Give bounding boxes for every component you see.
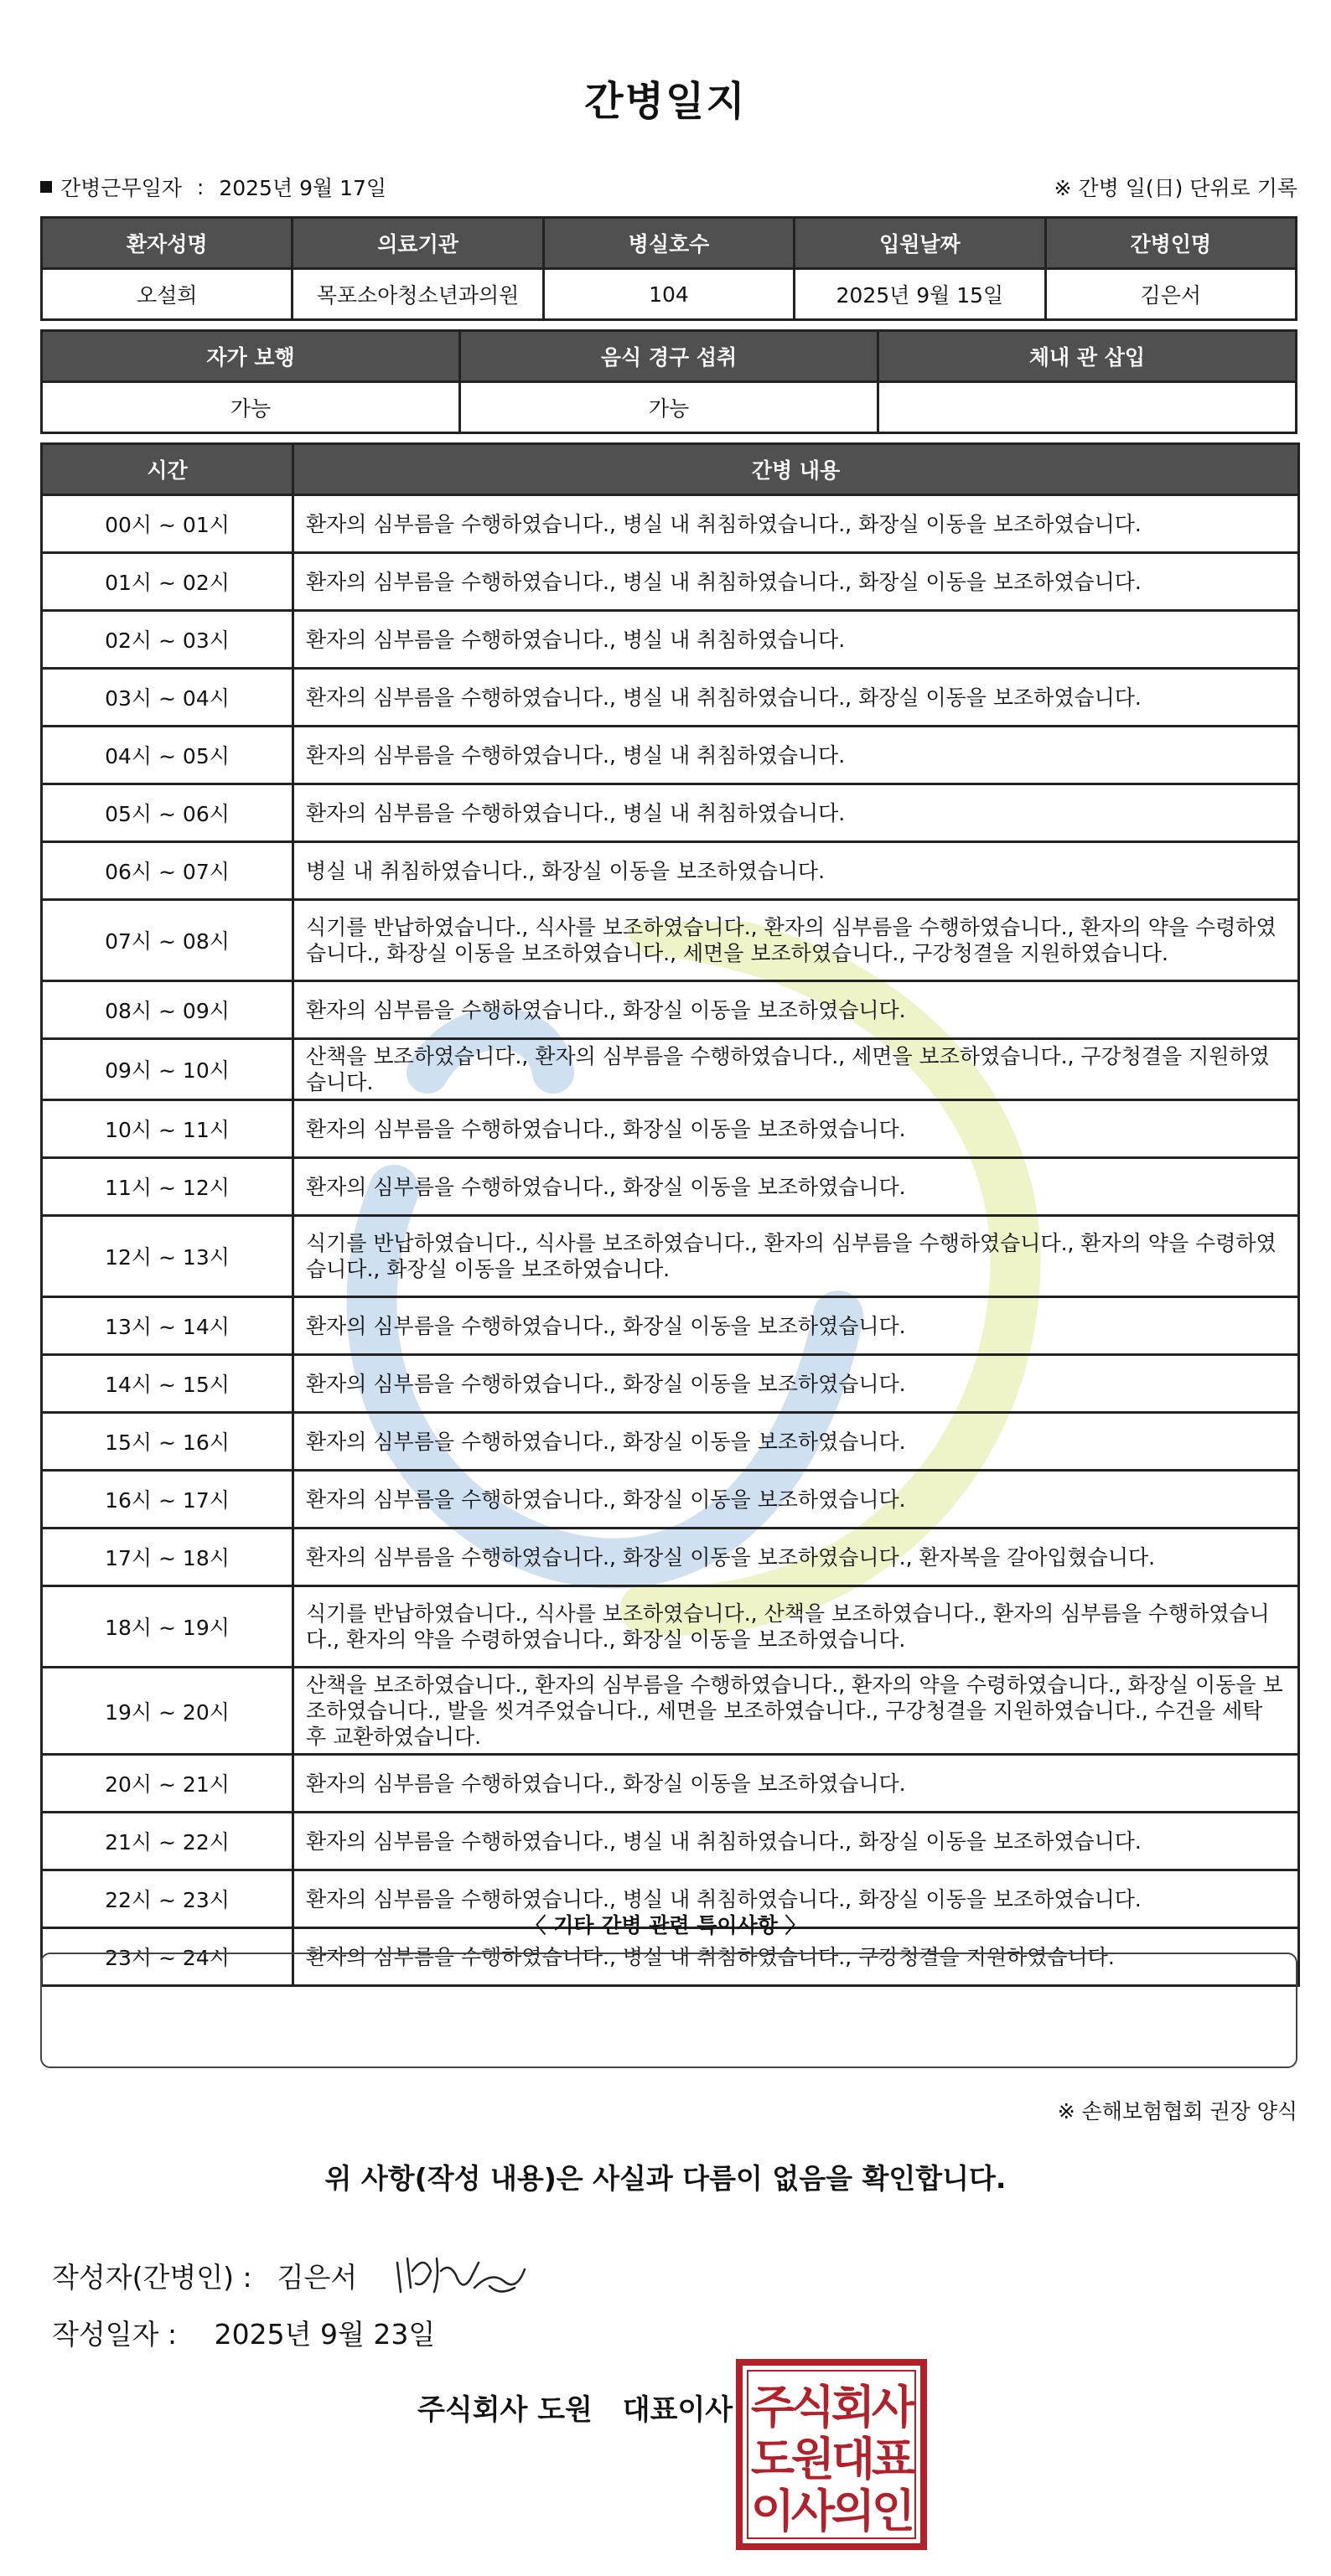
log-content-cell: 환자의 심부름을 수행하였습니다., 병실 내 취침하였습니다., 화장실 이동을 보조하였습니다.: [293, 1813, 1299, 1870]
header-time: 시간: [42, 444, 293, 495]
log-time-cell: 13시 ~ 14시: [42, 1297, 293, 1355]
log-time-cell: 18시 ~ 19시: [42, 1586, 293, 1668]
header-care-content: 간병 내용: [293, 444, 1299, 495]
svg-text:의: 의: [831, 2485, 876, 2537]
unit-note: ※ 간병 일(日) 단위로 기록: [1054, 176, 1297, 200]
table-row: [42, 900, 1299, 981]
table-row: [42, 842, 1299, 900]
log-time-cell: 00시 ~ 01시: [42, 495, 293, 553]
written-date-label: 작성일자 :: [52, 2318, 178, 2351]
log-time-cell: 05시 ~ 06시: [42, 784, 293, 842]
table-row: [42, 1216, 1299, 1297]
log-content-cell: 환자의 심부름을 수행하였습니다., 화장실 이동을 보조하였습니다.: [293, 981, 1299, 1039]
company-seal-icon: [736, 2359, 927, 2550]
log-content-cell: 식기를 반납하였습니다., 식사를 보조하였습니다., 산책을 보조하였습니다., 환자의 심부름을 수행하였습니다., 환자의 약을 수령하였습니다., 화장실 이동을 보조하였습니다.: [293, 1586, 1299, 1668]
log-content-cell: 환자의 심부름을 수행하였습니다., 화장실 이동을 보조하였습니다., 환자복을 갈아입혔습니다.: [293, 1529, 1299, 1586]
work-date-row: [40, 172, 1297, 205]
work-date-label: 간병근무일자: [60, 176, 182, 200]
table-row: [42, 784, 1299, 842]
svg-text:이: 이: [750, 2485, 795, 2537]
log-time-cell: 14시 ~ 15시: [42, 1355, 293, 1413]
svg-text:사: 사: [871, 2381, 916, 2434]
svg-text:원: 원: [790, 2433, 836, 2485]
table-row: [42, 1100, 1299, 1158]
header-room-number: 병실호수: [543, 218, 794, 269]
log-time-cell: 08시 ~ 09시: [42, 981, 293, 1039]
log-time-cell: 11시 ~ 12시: [42, 1158, 293, 1216]
log-time-cell: 01시 ~ 02시: [42, 553, 293, 611]
table-row: [42, 1529, 1299, 1586]
table-row: [42, 1355, 1299, 1413]
table-row: [42, 1755, 1299, 1813]
table-row: [42, 1668, 1299, 1755]
form-footnote: ※ 손해보험협회 권장 양식: [1057, 2099, 1297, 2123]
table-row: [42, 1413, 1299, 1471]
log-time-cell: 02시 ~ 03시: [42, 611, 293, 669]
log-content-cell: 환자의 심부름을 수행하였습니다., 병실 내 취침하였습니다., 화장실 이동을 보조하였습니다.: [293, 495, 1299, 553]
table-row: [42, 1471, 1299, 1529]
log-content-cell: 환자의 심부름을 수행하였습니다., 화장실 이동을 보조하였습니다.: [293, 1355, 1299, 1413]
header-caregiver-name: 간병인명: [1045, 218, 1296, 269]
log-time-cell: 17시 ~ 18시: [42, 1529, 293, 1586]
care-log-body: [42, 495, 1299, 1986]
log-time-cell: 23시 ~ 24시: [42, 1928, 293, 1986]
company-signature-line: [417, 2387, 733, 2428]
log-content-cell: 환자의 심부름을 수행하였습니다., 화장실 이동을 보조하였습니다.: [293, 1755, 1299, 1813]
log-time-cell: 19시 ~ 20시: [42, 1668, 293, 1755]
special-notes-box: [40, 1953, 1297, 2068]
table-row: [42, 1813, 1299, 1870]
written-date-row: [52, 2313, 435, 2352]
svg-text:주: 주: [750, 2381, 795, 2434]
log-content-cell: 환자의 심부름을 수행하였습니다., 병실 내 취침하였습니다.: [293, 611, 1299, 669]
room-number-value: 104: [543, 269, 794, 320]
svg-text:회: 회: [831, 2381, 876, 2434]
work-date-separator: :: [196, 174, 205, 199]
log-time-cell: 20시 ~ 21시: [42, 1755, 293, 1813]
page-title: 간병일지: [584, 78, 747, 125]
table-row: [42, 1586, 1299, 1668]
log-time-cell: 04시 ~ 05시: [42, 727, 293, 784]
caregiver-name-value: 김은서: [1045, 269, 1296, 320]
svg-text:표: 표: [871, 2433, 916, 2485]
writer-name: 김은서: [277, 2260, 358, 2294]
table-row: [42, 553, 1299, 611]
table-row: [42, 1158, 1299, 1216]
header-oral-intake: 음식 경구 섭취: [460, 331, 878, 382]
admission-date-value: 2025년 9월 15일: [795, 269, 1045, 320]
log-time-cell: 16시 ~ 17시: [42, 1471, 293, 1529]
log-content-cell: 산책을 보조하였습니다., 환자의 심부름을 수행하였습니다., 세면을 보조하였습니다., 구강청결을 지원하였습니다.: [293, 1039, 1299, 1100]
svg-text:식: 식: [790, 2381, 836, 2434]
table-row: [42, 669, 1299, 727]
work-date-value: 2025년 9월 17일: [219, 176, 387, 200]
log-content-cell: 식기를 반납하였습니다., 식사를 보조하였습니다., 환자의 심부름을 수행하였습니다., 환자의 약을 수령하였습니다., 화장실 이동을 보조하였습니다.: [293, 1216, 1299, 1297]
table-row: [42, 727, 1299, 784]
log-time-cell: 09시 ~ 10시: [42, 1039, 293, 1100]
svg-text:사: 사: [790, 2485, 836, 2537]
log-content-cell: 환자의 심부름을 수행하였습니다., 화장실 이동을 보조하였습니다.: [293, 1297, 1299, 1355]
table-row: [42, 1039, 1299, 1100]
table-row: [42, 611, 1299, 669]
header-self-walking: 자가 보행: [42, 331, 460, 382]
oral-intake-value: 가능: [460, 382, 878, 433]
hospital-value: 목포소아청소년과의원: [293, 269, 543, 320]
log-time-cell: 21시 ~ 22시: [42, 1813, 293, 1870]
svg-text:대: 대: [831, 2433, 876, 2485]
care-log-table: [40, 442, 1300, 1987]
log-content-cell: 환자의 심부름을 수행하였습니다., 병실 내 취침하였습니다.: [293, 784, 1299, 842]
log-time-cell: 06시 ~ 07시: [42, 842, 293, 900]
log-content-cell: 환자의 심부름을 수행하였습니다., 병실 내 취침하였습니다.: [293, 727, 1299, 784]
header-patient-name: 환자성명: [42, 218, 293, 269]
log-content-cell: 환자의 심부름을 수행하였습니다., 화장실 이동을 보조하였습니다.: [293, 1158, 1299, 1216]
log-time-cell: 07시 ~ 08시: [42, 900, 293, 981]
log-content-cell: 환자의 심부름을 수행하였습니다., 화장실 이동을 보조하였습니다.: [293, 1413, 1299, 1471]
log-content-cell: 환자의 심부름을 수행하였습니다., 병실 내 취침하였습니다., 구강청결을 지원하였습니다.: [293, 1928, 1299, 1986]
self-walking-value: 가능: [42, 382, 460, 433]
tube-insertion-value: [878, 382, 1297, 433]
log-content-cell: 환자의 심부름을 수행하였습니다., 화장실 이동을 보조하였습니다.: [293, 1100, 1299, 1158]
log-content-cell: 산책을 보조하였습니다., 환자의 심부름을 수행하였습니다., 환자의 약을 수령하였습니다., 화장실 이동을 보조하였습니다., 발을 씻겨주었습니다., 세면을 보조하였습니다., 구강청결을 지원하였습니다., 수건을 세탁 후 교환하였습니다.: [293, 1668, 1299, 1755]
log-time-cell: 22시 ~ 23시: [42, 1870, 293, 1928]
table-row: [42, 981, 1299, 1039]
company-name: 주식회사 도원: [417, 2393, 593, 2427]
bullet-square-icon: [40, 181, 52, 193]
log-content-cell: 환자의 심부름을 수행하였습니다., 병실 내 취침하였습니다., 화장실 이동을 보조하였습니다.: [293, 553, 1299, 611]
signature-icon: [391, 2246, 533, 2304]
patient-info-table: [40, 216, 1297, 321]
company-representative: 대표이사: [622, 2393, 733, 2427]
log-time-cell: 10시 ~ 11시: [42, 1100, 293, 1158]
special-notes-title: 〈 기타 간병 관련 특이사항 〉: [525, 1913, 806, 1937]
log-time-cell: 15시 ~ 16시: [42, 1413, 293, 1471]
log-content-cell: 환자의 심부름을 수행하였습니다., 병실 내 취침하였습니다., 화장실 이동을 보조하였습니다.: [293, 1870, 1299, 1928]
table-row: [42, 1297, 1299, 1355]
header-hospital: 의료기관: [293, 218, 543, 269]
patient-status-table: [40, 329, 1297, 434]
svg-text:도: 도: [750, 2433, 795, 2485]
writer-label: 작성자(간병인) :: [52, 2260, 252, 2294]
svg-text:인: 인: [871, 2485, 916, 2537]
log-content-cell: 환자의 심부름을 수행하였습니다., 화장실 이동을 보조하였습니다.: [293, 1471, 1299, 1529]
header-admission-date: 입원날짜: [795, 218, 1045, 269]
log-time-cell: 03시 ~ 04시: [42, 669, 293, 727]
header-tube-insertion: 체내 관 삽입: [878, 331, 1297, 382]
written-date-value: 2025년 9월 23일: [214, 2318, 436, 2351]
table-row: [42, 495, 1299, 553]
confirmation-statement: 위 사항(작성 내용)은 사실과 다름이 없음을 확인합니다.: [324, 2162, 1007, 2195]
log-content-cell: 병실 내 취침하였습니다., 화장실 이동을 보조하였습니다.: [293, 842, 1299, 900]
patient-name-value: 오설희: [42, 269, 293, 320]
log-content-cell: 환자의 심부름을 수행하였습니다., 병실 내 취침하였습니다., 화장실 이동을 보조하였습니다.: [293, 669, 1299, 727]
log-content-cell: 식기를 반납하였습니다., 식사를 보조하였습니다., 환자의 심부름을 수행하였습니다., 환자의 약을 수령하였습니다., 화장실 이동을 보조하였습니다., 세면을 보조하였습니다., 구강청결을 지원하였습니다.: [293, 900, 1299, 981]
log-time-cell: 12시 ~ 13시: [42, 1216, 293, 1297]
writer-row: [52, 2246, 533, 2304]
